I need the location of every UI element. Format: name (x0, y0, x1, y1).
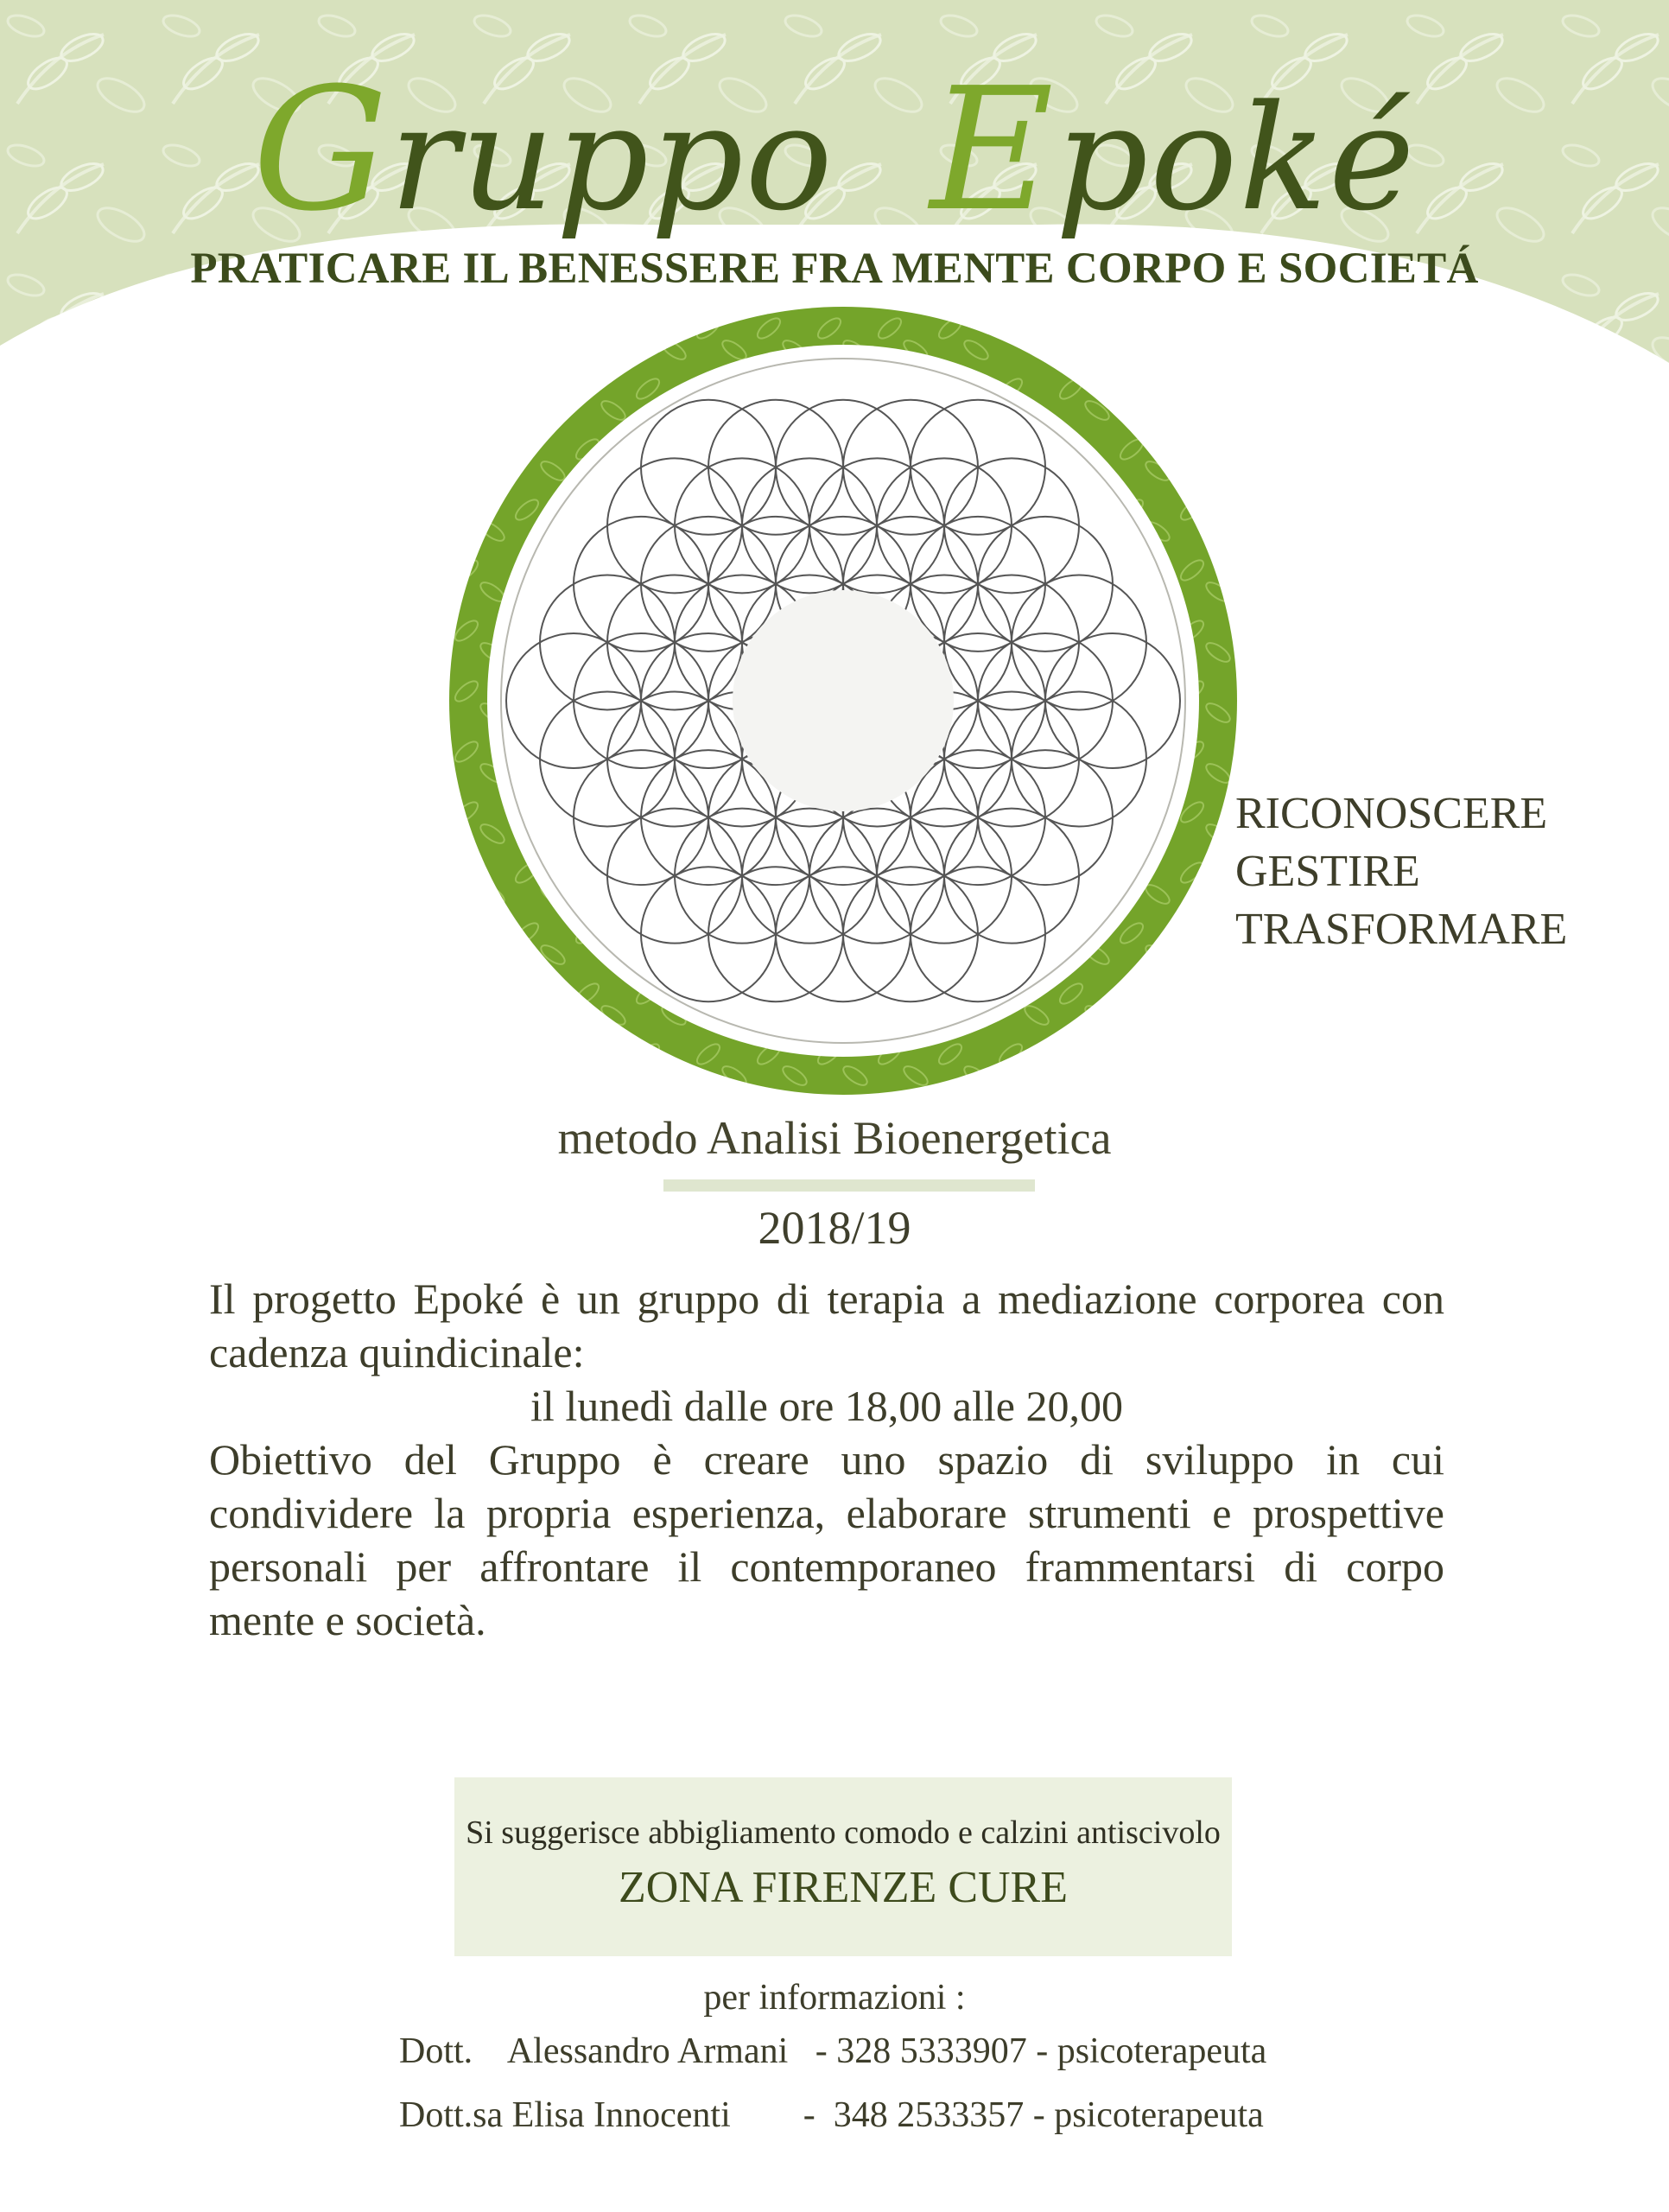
description-text (209, 1272, 1444, 1647)
side-keywords (1235, 785, 1567, 958)
page-subtitle: PRATICARE IL BENESSERE FRA MENTE CORPO E SOCIETÁ (190, 245, 1479, 293)
year-label: 2018/19 (758, 1202, 911, 1254)
contact-line: Dott.sa Elisa Innocenti - 348 2533357 - psicoterapeuta (399, 2095, 1264, 2135)
clothing-suggestion: Si suggerisce abbigliamento comodo e calzini antiscivolo (466, 1815, 1221, 1851)
title-word-2: poké (1055, 73, 1417, 243)
keyword-gestire: GESTIRE (1235, 847, 1420, 896)
description-line: cadenza quindicinale: (209, 1328, 585, 1376)
description-line: Obiettivo del Gruppo è creare uno spazio di sviluppo in cui (209, 1435, 1444, 1484)
schedule-line: il lunedì dalle ore 18,00 alle 20,00 (530, 1382, 1123, 1430)
keyword-trasformare: TRASFORMARE (1235, 905, 1568, 954)
contact-heading: per informazioni : (703, 1978, 966, 2018)
description-line: personali per affrontare il contemporaneo frammentarsi di corpo (209, 1542, 1444, 1591)
info-box (454, 1777, 1232, 1956)
title-word-1: ruppo (390, 73, 834, 243)
page-title (0, 52, 1669, 249)
title-initial-g: G (252, 52, 390, 249)
description-line: mente e società. (209, 1596, 486, 1644)
description-line: condividere la propria esperienza, elaborare strumenti e prospettive (209, 1489, 1444, 1537)
description-line: Il progetto Epoké è un gruppo di terapia a mediazione corporea con (209, 1274, 1444, 1323)
flower-of-life-mandala (449, 307, 1237, 1095)
contact-line: Dott. Alessandro Armani - 328 5333907 - psicoterapeuta (399, 2031, 1267, 2071)
method-label: metodo Analisi Bioenergetica (557, 1112, 1112, 1164)
keyword-riconoscere: RICONOSCERE (1235, 789, 1548, 838)
method-underline (663, 1179, 1035, 1192)
title-initial-e: E (930, 52, 1056, 249)
location-zone: ZONA FIRENZE CURE (619, 1863, 1068, 1912)
